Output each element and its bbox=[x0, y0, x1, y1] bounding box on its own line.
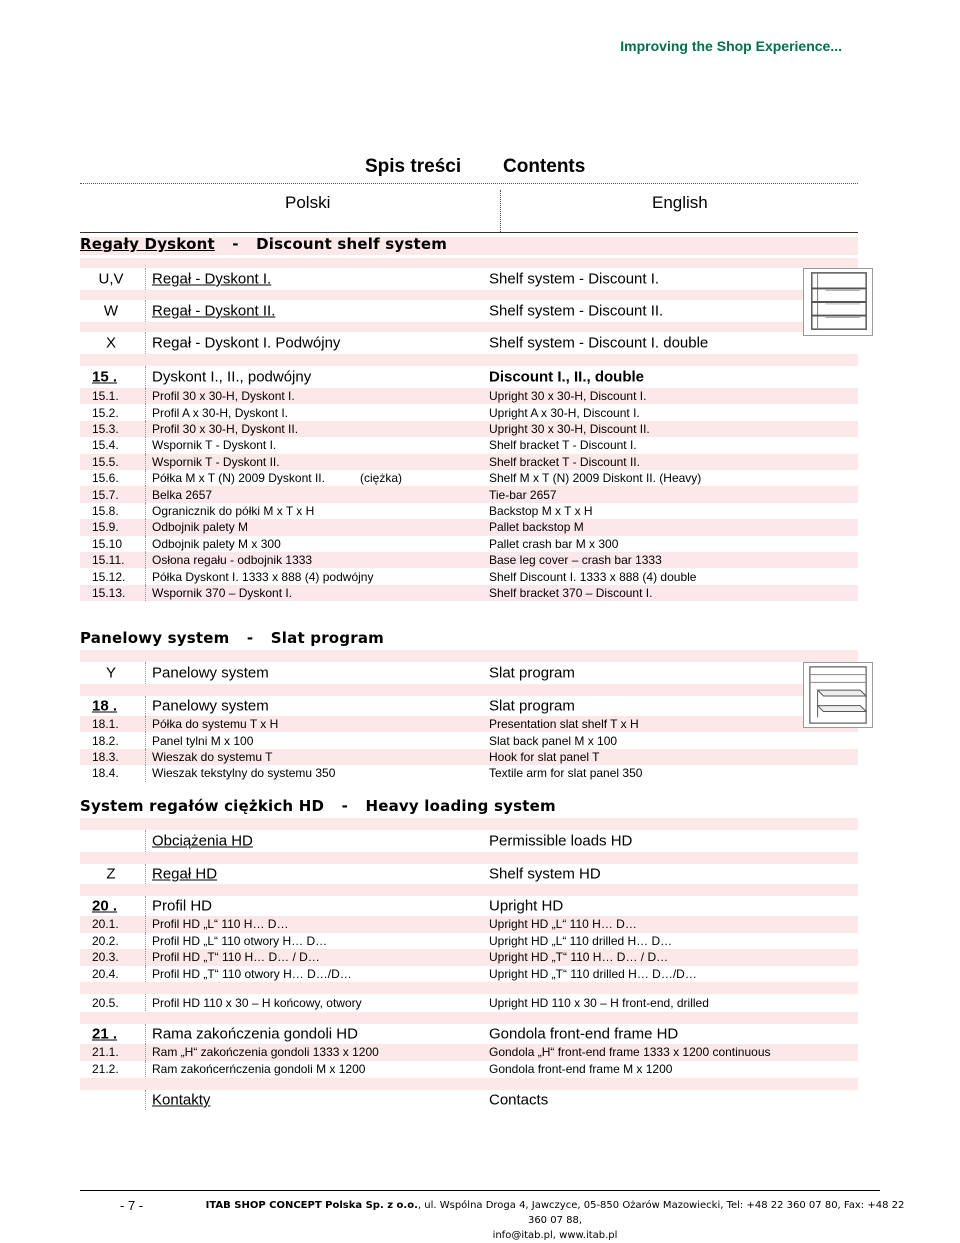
item-polish: Wspornik T - Dyskont II. bbox=[152, 454, 280, 469]
column-divider bbox=[145, 503, 146, 519]
group-polish: Panelowy system bbox=[152, 697, 269, 715]
contents-title-row bbox=[0, 156, 960, 182]
item-english: Upright HD „L“ 110 drilled H… D… bbox=[489, 933, 673, 948]
list-item[interactable] bbox=[80, 1061, 858, 1078]
loads-polish: Obciążenia HD bbox=[152, 832, 253, 850]
item-english: Upright HD „L“ 110 H… D… bbox=[489, 917, 637, 932]
list-item[interactable] bbox=[80, 933, 858, 950]
spacer-band bbox=[80, 982, 858, 994]
language-english: English bbox=[652, 193, 708, 212]
language-polish: Polski bbox=[285, 193, 331, 212]
column-divider bbox=[145, 552, 146, 568]
group-english: Slat program bbox=[489, 697, 575, 715]
item-polish: Belka 2657 bbox=[152, 487, 213, 502]
footer-address bbox=[205, 1198, 905, 1243]
item-polish: Odbojnik palety M bbox=[152, 520, 249, 535]
group-code: 21 . bbox=[92, 1025, 118, 1043]
footer-company: ITAB SHOP CONCEPT Polska Sp. z o.o. bbox=[205, 1200, 418, 1211]
spacer-band bbox=[80, 884, 858, 896]
item-code: 15.13. bbox=[92, 585, 126, 600]
list-item[interactable] bbox=[80, 536, 858, 552]
page-number: - 7 - bbox=[120, 1198, 144, 1213]
row-english: Shelf system - Discount I. double bbox=[489, 334, 709, 352]
list-item[interactable] bbox=[80, 552, 858, 568]
item-english: Tie-bar 2657 bbox=[489, 487, 557, 502]
list-item[interactable] bbox=[80, 486, 858, 502]
item-polish: Profil 30 x 30-H, Dyskont I. bbox=[152, 389, 295, 404]
item-polish: Ram zakońcerńczenia gondoli M x 1200 bbox=[152, 1061, 366, 1076]
item-polish: Profil HD „L“ 110 otwory H… D… bbox=[152, 933, 328, 948]
item-code: 15.5. bbox=[92, 454, 119, 469]
column-divider bbox=[145, 519, 146, 535]
column-divider bbox=[145, 421, 146, 437]
item-english: Presentation slat shelf T x H bbox=[489, 717, 639, 732]
row-code: X bbox=[105, 334, 116, 352]
section-title-pl: System regałów ciężkich HD bbox=[80, 797, 325, 815]
item-english: Upright HD „T“ 110 H… D… / D… bbox=[489, 950, 669, 965]
item-code: 18.3. bbox=[92, 749, 119, 764]
spacer-band bbox=[80, 354, 858, 366]
column-divider bbox=[145, 716, 146, 732]
column-divider bbox=[145, 437, 146, 453]
list-item[interactable] bbox=[80, 454, 858, 470]
item-english: Shelf Discount I. 1333 x 888 (4) double bbox=[489, 569, 697, 584]
section-title-en: Heavy loading system bbox=[365, 797, 556, 815]
item-english: Slat back panel M x 100 bbox=[489, 733, 618, 748]
item-english: Shelf bracket 370 – Discount I. bbox=[489, 585, 653, 600]
column-divider bbox=[145, 404, 146, 420]
group-row[interactable] bbox=[80, 366, 858, 388]
item-code: 15.1. bbox=[92, 389, 119, 404]
footer-contact: info@itab.pl, www.itab.pl bbox=[492, 1230, 618, 1241]
item-polish: Osłona regału - odbojnik 1333 bbox=[152, 553, 313, 568]
group-code: 18 . bbox=[92, 697, 118, 715]
row-english: Shelf system HD bbox=[489, 865, 601, 883]
item-code: 20.4. bbox=[92, 966, 119, 981]
item-polish: Profil 30 x 30-H, Dyskont II. bbox=[152, 421, 299, 436]
item-code: 15.4. bbox=[92, 438, 119, 453]
row-code: Y bbox=[105, 664, 116, 682]
list-item[interactable] bbox=[80, 404, 858, 420]
section-title-pl: Regały Dyskont bbox=[80, 235, 215, 253]
row-code: Z bbox=[106, 865, 116, 883]
group-polish: Rama zakończenia gondoli HD bbox=[152, 1025, 358, 1043]
item-english: Shelf bracket T - Discount I. bbox=[489, 438, 637, 453]
column-divider bbox=[145, 585, 146, 601]
row-code: U,V bbox=[98, 270, 124, 288]
item-english: Shelf M x T (N) 2009 Diskont II. (Heavy) bbox=[489, 471, 702, 486]
item-polish: Półka do systemu T x H bbox=[152, 717, 279, 732]
spacer-band bbox=[80, 852, 858, 864]
section-title-sep: - bbox=[341, 797, 349, 815]
item-english: Upright 30 x 30-H, Discount I. bbox=[489, 389, 647, 404]
item-english: Base leg cover – crash bar 1333 bbox=[489, 553, 662, 568]
row-code: W bbox=[103, 302, 119, 320]
item-polish: Profil HD „T“ 110 otwory H… D…/D… bbox=[152, 966, 352, 981]
list-item[interactable] bbox=[80, 765, 858, 781]
contacts-row[interactable] bbox=[80, 1090, 858, 1110]
column-divider bbox=[145, 966, 146, 983]
group-english: Gondola front-end frame HD bbox=[489, 1025, 679, 1043]
section-title-sep: - bbox=[246, 629, 254, 647]
item-code: 15.6. bbox=[92, 471, 119, 486]
column-divider bbox=[145, 454, 146, 470]
header-note: Improving the Shop Experience... bbox=[620, 38, 842, 54]
item-code: 15.9. bbox=[92, 520, 119, 535]
list-item[interactable] bbox=[80, 994, 858, 1011]
spacer-band bbox=[80, 650, 858, 662]
section-title-sep: - bbox=[232, 235, 239, 253]
column-divider bbox=[145, 749, 146, 765]
item-code: 20.5. bbox=[92, 995, 119, 1010]
row-polish: Regał HD bbox=[152, 865, 218, 883]
group-polish: Dyskont I., II., podwójny bbox=[152, 368, 312, 386]
column-divider bbox=[145, 388, 146, 404]
column-divider bbox=[145, 830, 146, 852]
item-polish: Wieszak do systemu T bbox=[152, 749, 273, 764]
table-row[interactable] bbox=[80, 830, 858, 852]
group-polish: Profil HD bbox=[152, 897, 213, 915]
item-polish: Półka Dyskont I. 1333 x 888 (4) podwójny bbox=[152, 569, 374, 584]
column-divider bbox=[145, 1090, 146, 1110]
list-item[interactable] bbox=[80, 585, 858, 601]
item-polish: Profil HD „T“ 110 H… D… / D… bbox=[152, 950, 320, 965]
row-polish: Regał - Dyskont I. Podwójny bbox=[152, 334, 341, 352]
item-code: 15.10 bbox=[92, 536, 123, 551]
table-row[interactable] bbox=[80, 268, 858, 290]
column-divider bbox=[145, 366, 146, 388]
item-code: 21.1. bbox=[92, 1045, 119, 1060]
column-divider bbox=[145, 300, 146, 322]
title-divider bbox=[80, 183, 858, 184]
list-item[interactable] bbox=[80, 470, 858, 486]
item-code: 18.2. bbox=[92, 733, 119, 748]
spacer-band bbox=[80, 1012, 858, 1024]
list-item[interactable] bbox=[80, 732, 858, 748]
title-polish: Spis treści bbox=[365, 156, 462, 177]
item-code: 20.1. bbox=[92, 917, 119, 932]
item-note: (ciężka) bbox=[360, 471, 403, 486]
list-item[interactable] bbox=[80, 966, 858, 983]
item-polish: Wieszak tekstylny do systemu 350 bbox=[152, 766, 336, 781]
column-divider bbox=[145, 1044, 146, 1061]
spacer-band bbox=[80, 818, 858, 830]
column-divider bbox=[145, 1024, 146, 1044]
group-english: Discount I., II., double bbox=[489, 368, 645, 386]
column-divider bbox=[145, 994, 146, 1011]
section-title-slat bbox=[80, 629, 384, 647]
list-item[interactable] bbox=[80, 568, 858, 584]
group-row[interactable] bbox=[80, 696, 858, 716]
column-divider bbox=[145, 933, 146, 950]
item-polish: Wspornik 370 – Dyskont I. bbox=[152, 585, 293, 600]
group-code: 20 . bbox=[92, 897, 118, 915]
column-divider bbox=[145, 949, 146, 966]
column-divider bbox=[145, 268, 146, 290]
section-title-discount bbox=[80, 235, 447, 253]
slat-panel-icon bbox=[803, 662, 873, 728]
item-code: 18.4. bbox=[92, 766, 119, 781]
item-code: 18.1. bbox=[92, 717, 119, 732]
item-code: 15.8. bbox=[92, 503, 119, 518]
contacts-polish[interactable]: Kontakty bbox=[152, 1091, 211, 1109]
item-polish: Profil HD 110 x 30 – H końcowy, otwory bbox=[152, 995, 362, 1010]
item-english: Upright HD 110 x 30 – H front-end, drilled bbox=[489, 995, 709, 1010]
item-code: 21.2. bbox=[92, 1061, 119, 1076]
column-divider bbox=[145, 486, 146, 502]
contacts-english[interactable]: Contacts bbox=[489, 1091, 549, 1109]
footer-divider bbox=[80, 1190, 880, 1191]
group-code: 15 . bbox=[92, 368, 118, 386]
column-divider bbox=[145, 1061, 146, 1078]
section-title-heavy bbox=[80, 797, 556, 815]
item-code: 20.2. bbox=[92, 933, 119, 948]
list-item[interactable] bbox=[80, 716, 858, 732]
list-item[interactable] bbox=[80, 388, 858, 404]
list-item[interactable] bbox=[80, 1044, 858, 1061]
shelf-system-icon bbox=[803, 268, 873, 336]
table-row[interactable] bbox=[80, 662, 858, 684]
spacer-band bbox=[80, 684, 858, 696]
item-code: 15.7. bbox=[92, 487, 119, 502]
spacer-band bbox=[80, 258, 858, 268]
column-divider bbox=[145, 896, 146, 916]
column-divider bbox=[145, 536, 146, 552]
item-english: Gondola front-end frame M x 1200 bbox=[489, 1061, 673, 1076]
spacer-band bbox=[80, 322, 858, 332]
row-polish: Regał - Dyskont I. bbox=[152, 270, 272, 288]
row-english: Shelf system - Discount I. bbox=[489, 270, 660, 288]
item-polish: Profil HD „L“ 110 H… D… bbox=[152, 917, 289, 932]
group-row[interactable] bbox=[80, 896, 858, 916]
item-polish: Odbojnik palety M x 300 bbox=[152, 536, 281, 551]
table-row[interactable] bbox=[80, 332, 858, 354]
item-english: Upright A x 30-H, Discount I. bbox=[489, 405, 640, 420]
column-divider bbox=[145, 662, 146, 684]
item-polish: Profil A x 30-H, Dyskont I. bbox=[152, 405, 289, 420]
table-row[interactable] bbox=[80, 300, 858, 322]
spacer-band bbox=[80, 1078, 858, 1090]
title-english: Contents bbox=[503, 156, 586, 177]
loads-english: Permissible loads HD bbox=[489, 832, 633, 850]
item-english: Backstop M x T x H bbox=[489, 503, 593, 518]
item-code: 15.12. bbox=[92, 569, 126, 584]
list-item[interactable] bbox=[80, 421, 858, 437]
column-divider bbox=[145, 864, 146, 884]
column-divider bbox=[145, 696, 146, 716]
item-code: 20.3. bbox=[92, 950, 119, 965]
item-english: Upright 30 x 30-H, Discount II. bbox=[489, 421, 650, 436]
item-polish: Ogranicznik do półki M x T x H bbox=[152, 503, 315, 518]
row-english: Slat program bbox=[489, 664, 575, 682]
table-row[interactable] bbox=[80, 864, 858, 884]
column-divider bbox=[145, 916, 146, 933]
column-divider bbox=[145, 568, 146, 584]
footer-address-line: , ul. Wspólna Droga 4, Jawczyce, 05-850 Ożarów Mazowiecki, Tel: +48 22 360 07 80, Fax: +48 22 360 07 88, bbox=[417, 1200, 905, 1226]
section-title-pl: Panelowy system bbox=[80, 629, 230, 647]
column-divider bbox=[145, 765, 146, 781]
item-english: Textile arm for slat panel 350 bbox=[489, 766, 643, 781]
row-english: Shelf system - Discount II. bbox=[489, 302, 664, 320]
column-divider bbox=[145, 332, 146, 354]
list-item[interactable] bbox=[80, 519, 858, 535]
list-item[interactable] bbox=[80, 916, 858, 933]
section-title-en: Discount shelf system bbox=[256, 235, 448, 253]
row-polish: Regał - Dyskont II. bbox=[152, 302, 276, 320]
item-polish: Wspornik T - Dyskont I. bbox=[152, 438, 277, 453]
item-code: 15.11. bbox=[92, 553, 125, 568]
row-polish: Panelowy system bbox=[152, 664, 269, 682]
item-english: Pallet backstop M bbox=[489, 520, 584, 535]
list-item[interactable] bbox=[80, 949, 858, 966]
language-divider bbox=[500, 190, 501, 232]
group-row[interactable] bbox=[80, 1024, 858, 1044]
column-divider bbox=[145, 470, 146, 486]
item-english: Upright HD „T“ 110 drilled H… D…/D… bbox=[489, 966, 697, 981]
item-polish: Ram „H“ zakończenia gondoli 1333 x 1200 bbox=[152, 1045, 379, 1060]
item-polish: Półka M x T (N) 2009 Dyskont II. bbox=[152, 471, 325, 486]
item-english: Pallet crash bar M x 300 bbox=[489, 536, 619, 551]
section-title-en: Slat program bbox=[270, 629, 384, 647]
list-item[interactable] bbox=[80, 437, 858, 453]
item-english: Hook for slat panel T bbox=[489, 749, 600, 764]
list-item[interactable] bbox=[80, 503, 858, 519]
item-code: 15.2. bbox=[92, 405, 119, 420]
column-divider bbox=[145, 732, 146, 748]
spacer-band bbox=[80, 290, 858, 300]
item-english: Shelf bracket T - Discount II. bbox=[489, 454, 640, 469]
group-english: Upright HD bbox=[489, 897, 564, 915]
item-english: Gondola „H“ front-end frame 1333 x 1200 continuous bbox=[489, 1045, 771, 1060]
list-item[interactable] bbox=[80, 749, 858, 765]
language-rule bbox=[80, 232, 858, 233]
item-code: 15.3. bbox=[92, 421, 119, 436]
item-polish: Panel tylni M x 100 bbox=[152, 733, 254, 748]
language-header bbox=[80, 190, 858, 232]
